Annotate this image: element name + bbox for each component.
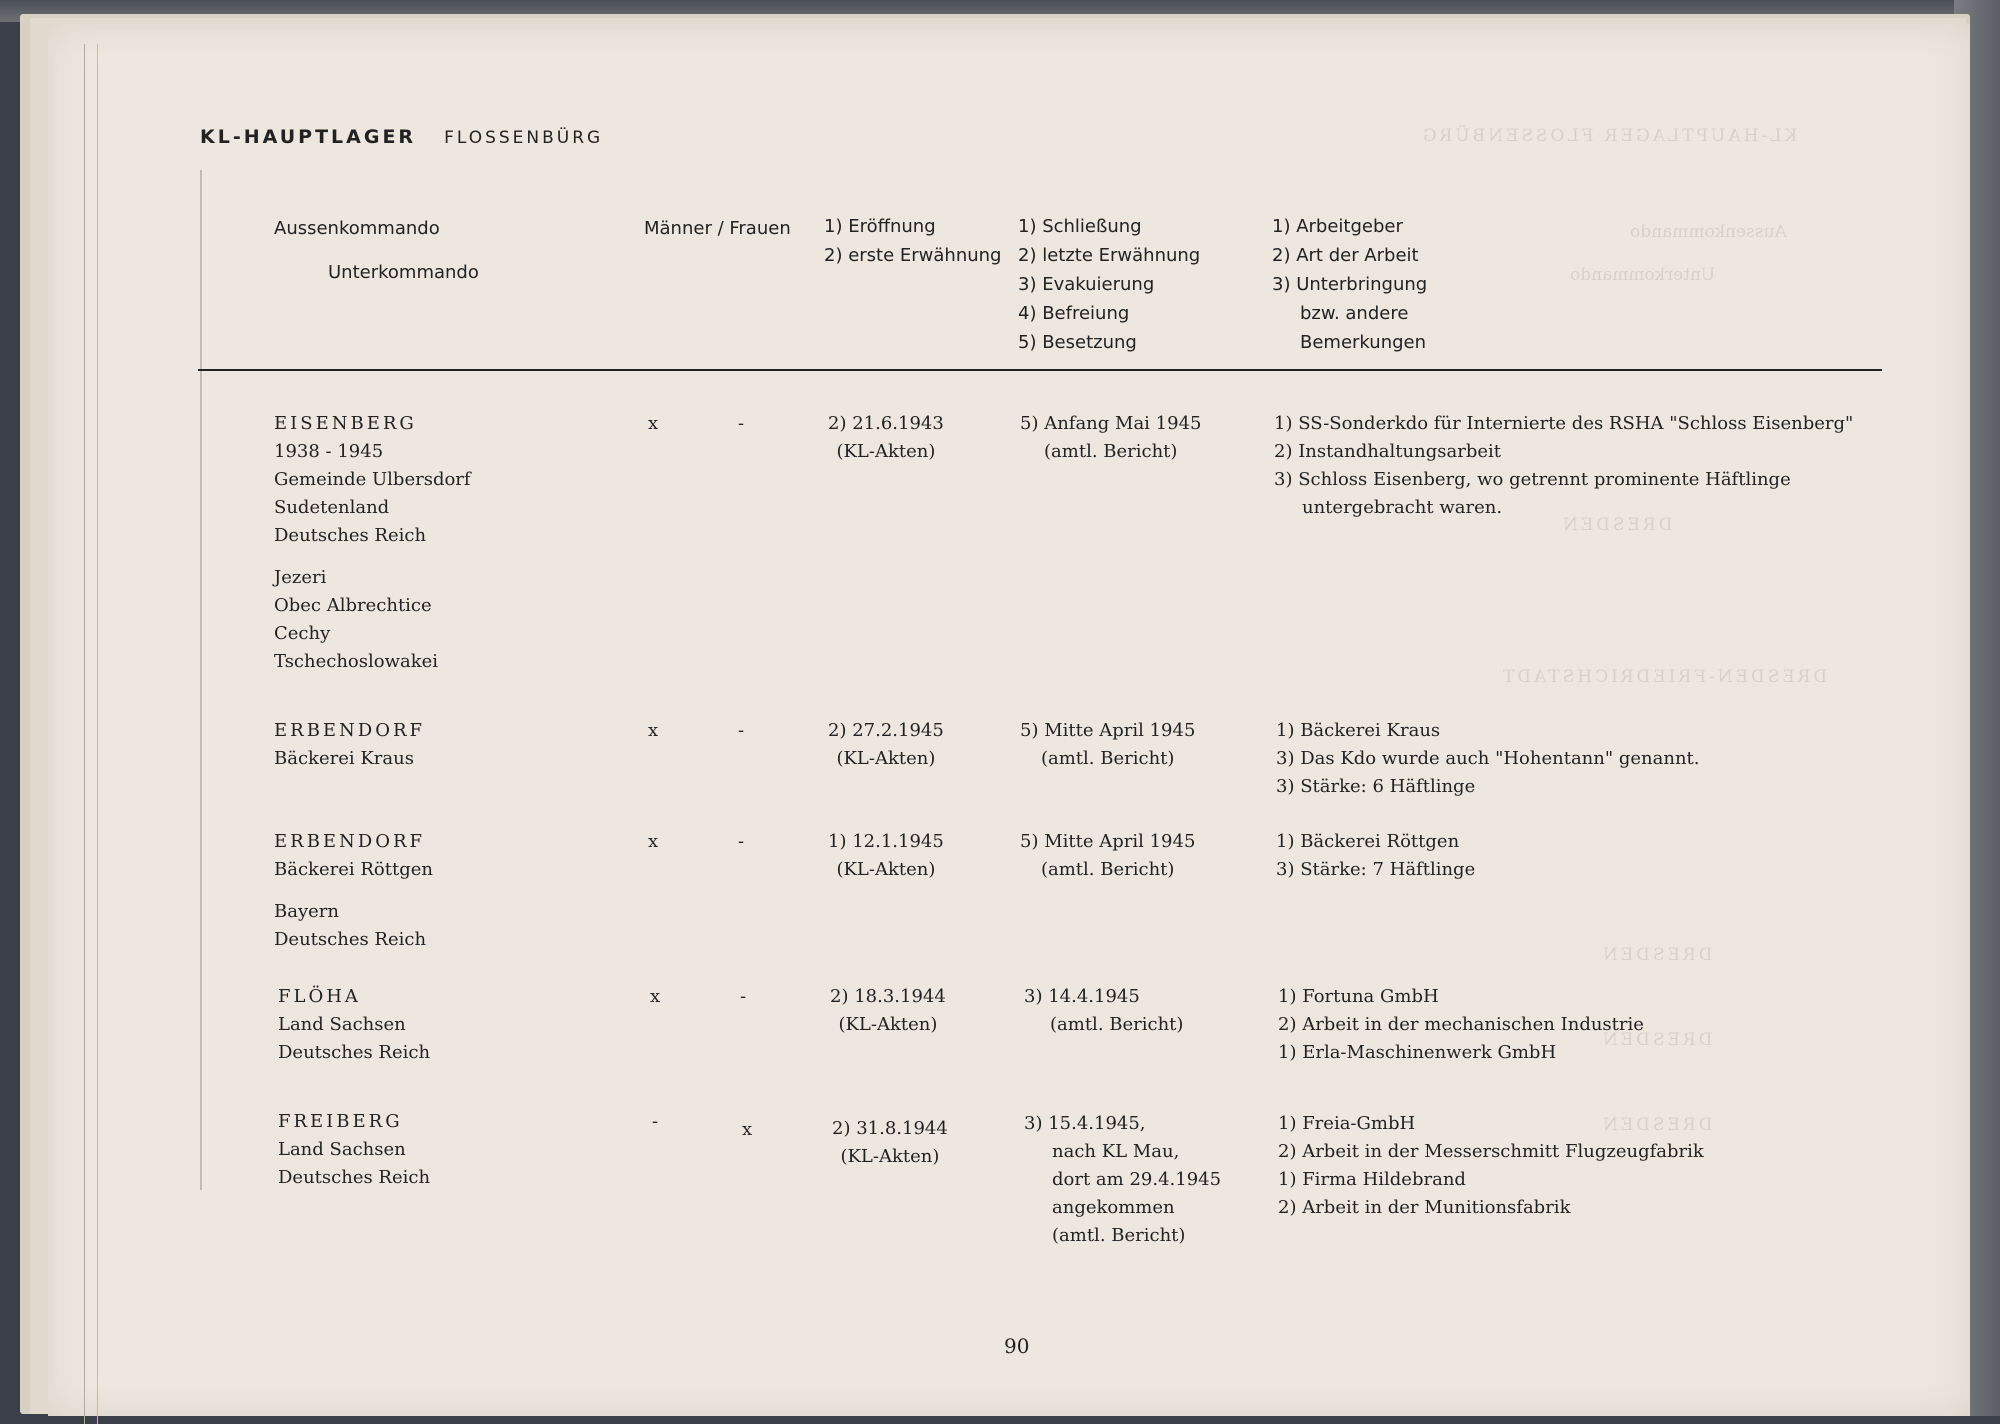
remarks-line: 2) Arbeit in der Munitionsfabrik — [1278, 1197, 1571, 1218]
place-line: Bäckerei Kraus — [274, 748, 414, 769]
closing-line: (amtl. Bericht) — [1040, 859, 1175, 880]
closing-line: 5) Mitte April 1945 — [1020, 720, 1196, 741]
place-line: Cechy — [274, 623, 331, 644]
header-remarks-line: Bemerkungen — [1300, 332, 1427, 353]
opening-line: (KL-Akten) — [836, 441, 936, 462]
running-head — [200, 126, 603, 148]
entry-name: FREIBERG — [278, 1111, 403, 1132]
remarks-line: 1) Fortuna GmbH — [1278, 986, 1439, 1007]
header-remarks-line: 2) Art der Arbeit — [1272, 245, 1419, 266]
show-through-bleed: Aussenkommando — [1630, 222, 1787, 242]
closing-line: 5) Mitte April 1945 — [1020, 831, 1196, 852]
entry-place — [278, 983, 430, 1067]
maenner-mark: x — [650, 986, 661, 1007]
entry-name: FLÖHA — [278, 986, 361, 1007]
entry-closing — [1020, 717, 1195, 773]
closing-line: (amtl. Bericht) — [1050, 1014, 1184, 1035]
opening-line: (KL-Akten) — [836, 748, 936, 769]
header-remarks-line: 3) Unterbringung — [1272, 274, 1428, 295]
header-maenner-frauen: Männer / Frauen — [644, 218, 791, 239]
frauen-mark: - — [740, 986, 747, 1007]
entry-closing — [1024, 983, 1183, 1039]
entry-opening — [828, 828, 944, 884]
header-closing-line: 4) Befreiung — [1018, 303, 1130, 324]
closing-line: (amtl. Bericht) — [1040, 748, 1175, 769]
opening-line: 2) 27.2.1945 — [828, 720, 944, 741]
frauen-mark: x — [742, 1119, 753, 1140]
remarks-line: 1) SS-Sonderkdo für Internierte des RSHA "Schloss Eisenberg" — [1274, 413, 1854, 434]
header-remarks-line: 1) Arbeitgeber — [1272, 216, 1403, 237]
place-line: Land Sachsen — [278, 1014, 406, 1035]
remarks-line: 1) Bäckerei Kraus — [1276, 720, 1441, 741]
entry-closing — [1020, 828, 1195, 884]
header-opening — [824, 212, 1002, 270]
remarks-line: 1) Erla-Maschinenwerk GmbH — [1278, 1042, 1557, 1063]
remarks-line: 2) Instandhaltungsarbeit — [1274, 441, 1501, 462]
place-line: Obec Albrechtice — [274, 595, 432, 616]
place-line: Deutsches Reich — [274, 525, 427, 546]
header-rule — [198, 369, 1882, 371]
show-through-bleed: DRESDEN — [1600, 1115, 1713, 1135]
place-line: Deutsches Reich — [274, 929, 427, 950]
maenner-mark: x — [648, 831, 659, 852]
place-line: Bäckerei Röttgen — [274, 859, 433, 880]
place-line: Deutsches Reich — [278, 1042, 431, 1063]
place-line: Gemeinde Ulbersdorf — [274, 469, 471, 490]
remarks-line: 2) Arbeit in der Messerschmitt Flugzeugfabrik — [1278, 1141, 1704, 1162]
header-unterkommando: Unterkommando — [328, 262, 479, 283]
entry-closing — [1024, 1110, 1221, 1250]
remarks-line: 2) Arbeit in der mechanischen Industrie — [1278, 1014, 1644, 1035]
closing-line: dort am 29.4.1945 — [1052, 1169, 1222, 1190]
closing-line: (amtl. Bericht) — [1052, 1225, 1186, 1246]
maenner-mark: x — [648, 720, 659, 741]
opening-line: 2) 31.8.1944 — [832, 1118, 948, 1139]
closing-line: 3) 15.4.1945, — [1024, 1113, 1146, 1134]
frauen-mark: - — [738, 720, 745, 741]
show-through-bleed: KL-HAUPTLAGER FLOSSENBÜRG — [1420, 126, 1798, 146]
frauen-mark: - — [738, 831, 745, 852]
header-closing-line: 3) Evakuierung — [1018, 274, 1155, 295]
entry-place — [274, 828, 433, 954]
opening-line: 2) 18.3.1944 — [830, 986, 946, 1007]
opening-line: 1) 12.1.1945 — [828, 831, 944, 852]
maenner-mark: x — [648, 413, 659, 434]
remarks-line: untergebracht waren. — [1302, 497, 1503, 518]
maenner-mark: - — [652, 1111, 659, 1132]
place-line: Sudetenland — [274, 497, 390, 518]
place-line: Bayern — [274, 901, 339, 922]
entry-name: EISENBERG — [274, 413, 417, 434]
place-line: Land Sachsen — [278, 1139, 406, 1160]
entry-remarks — [1276, 828, 1475, 884]
remarks-line: 1) Freia-GmbH — [1278, 1113, 1416, 1134]
place-line: Tschechoslowakei — [274, 651, 439, 672]
page-edge-lines — [84, 44, 98, 1424]
remarks-line: 1) Bäckerei Röttgen — [1276, 831, 1460, 852]
header-closing-line: 5) Besetzung — [1018, 332, 1137, 353]
header-opening-line: 1) Eröffnung — [824, 216, 936, 237]
entry-place — [274, 410, 471, 676]
header-aussenkommando: Aussenkommando — [274, 218, 440, 239]
entry-opening — [828, 717, 944, 773]
header-closing-line: 2) letzte Erwähnung — [1018, 245, 1201, 266]
entry-remarks — [1278, 1110, 1704, 1222]
running-head-subtitle: FLOSSENBÜRG — [444, 128, 604, 148]
entry-place — [274, 717, 425, 773]
remarks-line: 1) Firma Hildebrand — [1278, 1169, 1466, 1190]
header-remarks-line: bzw. andere — [1300, 303, 1409, 324]
closing-line: angekommen — [1052, 1197, 1175, 1218]
entry-name: ERBENDORF — [274, 720, 426, 741]
place-line: Jezeri — [274, 567, 327, 588]
show-through-bleed: DRESDEN — [1600, 1030, 1713, 1050]
remarks-line: 3) Stärke: 7 Häftlinge — [1276, 859, 1476, 880]
running-head-title: KL-HAUPTLAGER — [200, 126, 417, 148]
closing-line: 5) Anfang Mai 1945 — [1020, 413, 1202, 434]
opening-line: (KL-Akten) — [840, 1146, 940, 1167]
remarks-line: 3) Schloss Eisenberg, wo getrennt prominente Häftlinge — [1274, 469, 1791, 490]
remarks-line: 3) Das Kdo wurde auch "Hohentann" genannt. — [1276, 748, 1700, 769]
opening-line: (KL-Akten) — [836, 859, 936, 880]
show-through-bleed: DRESDEN — [1560, 515, 1673, 535]
opening-line: 2) 21.6.1943 — [828, 413, 944, 434]
place-line: 1938 - 1945 — [274, 441, 384, 462]
entry-remarks — [1274, 410, 1853, 522]
entry-place — [278, 1108, 430, 1192]
entry-opening — [830, 983, 946, 1039]
entry-remarks — [1278, 983, 1644, 1067]
entry-name: ERBENDORF — [274, 831, 426, 852]
remarks-line: 3) Stärke: 6 Häftlinge — [1276, 776, 1476, 797]
header-closing-line: 1) Schließung — [1018, 216, 1142, 237]
opening-line: (KL-Akten) — [838, 1014, 938, 1035]
closing-line: nach KL Mau, — [1052, 1141, 1180, 1162]
margin-rule — [200, 170, 202, 1190]
header-closing — [1018, 212, 1200, 357]
closing-line: 3) 14.4.1945 — [1024, 986, 1140, 1007]
frauen-mark: - — [738, 413, 745, 434]
entry-closing — [1020, 410, 1201, 466]
entry-opening — [828, 410, 944, 466]
header-opening-line: 2) erste Erwähnung — [824, 245, 1002, 266]
entry-remarks — [1276, 717, 1700, 801]
closing-line: (amtl. Bericht) — [1044, 441, 1178, 462]
show-through-bleed: Unterkommando — [1570, 265, 1716, 285]
entry-opening — [832, 1115, 948, 1171]
show-through-bleed: DRESDEN-FRIEDRICHSTADT — [1500, 667, 1828, 687]
place-line: Deutsches Reich — [278, 1167, 431, 1188]
page-number: 90 — [1004, 1334, 1030, 1358]
header-remarks — [1272, 212, 1427, 357]
show-through-bleed: DRESDEN — [1600, 945, 1713, 965]
